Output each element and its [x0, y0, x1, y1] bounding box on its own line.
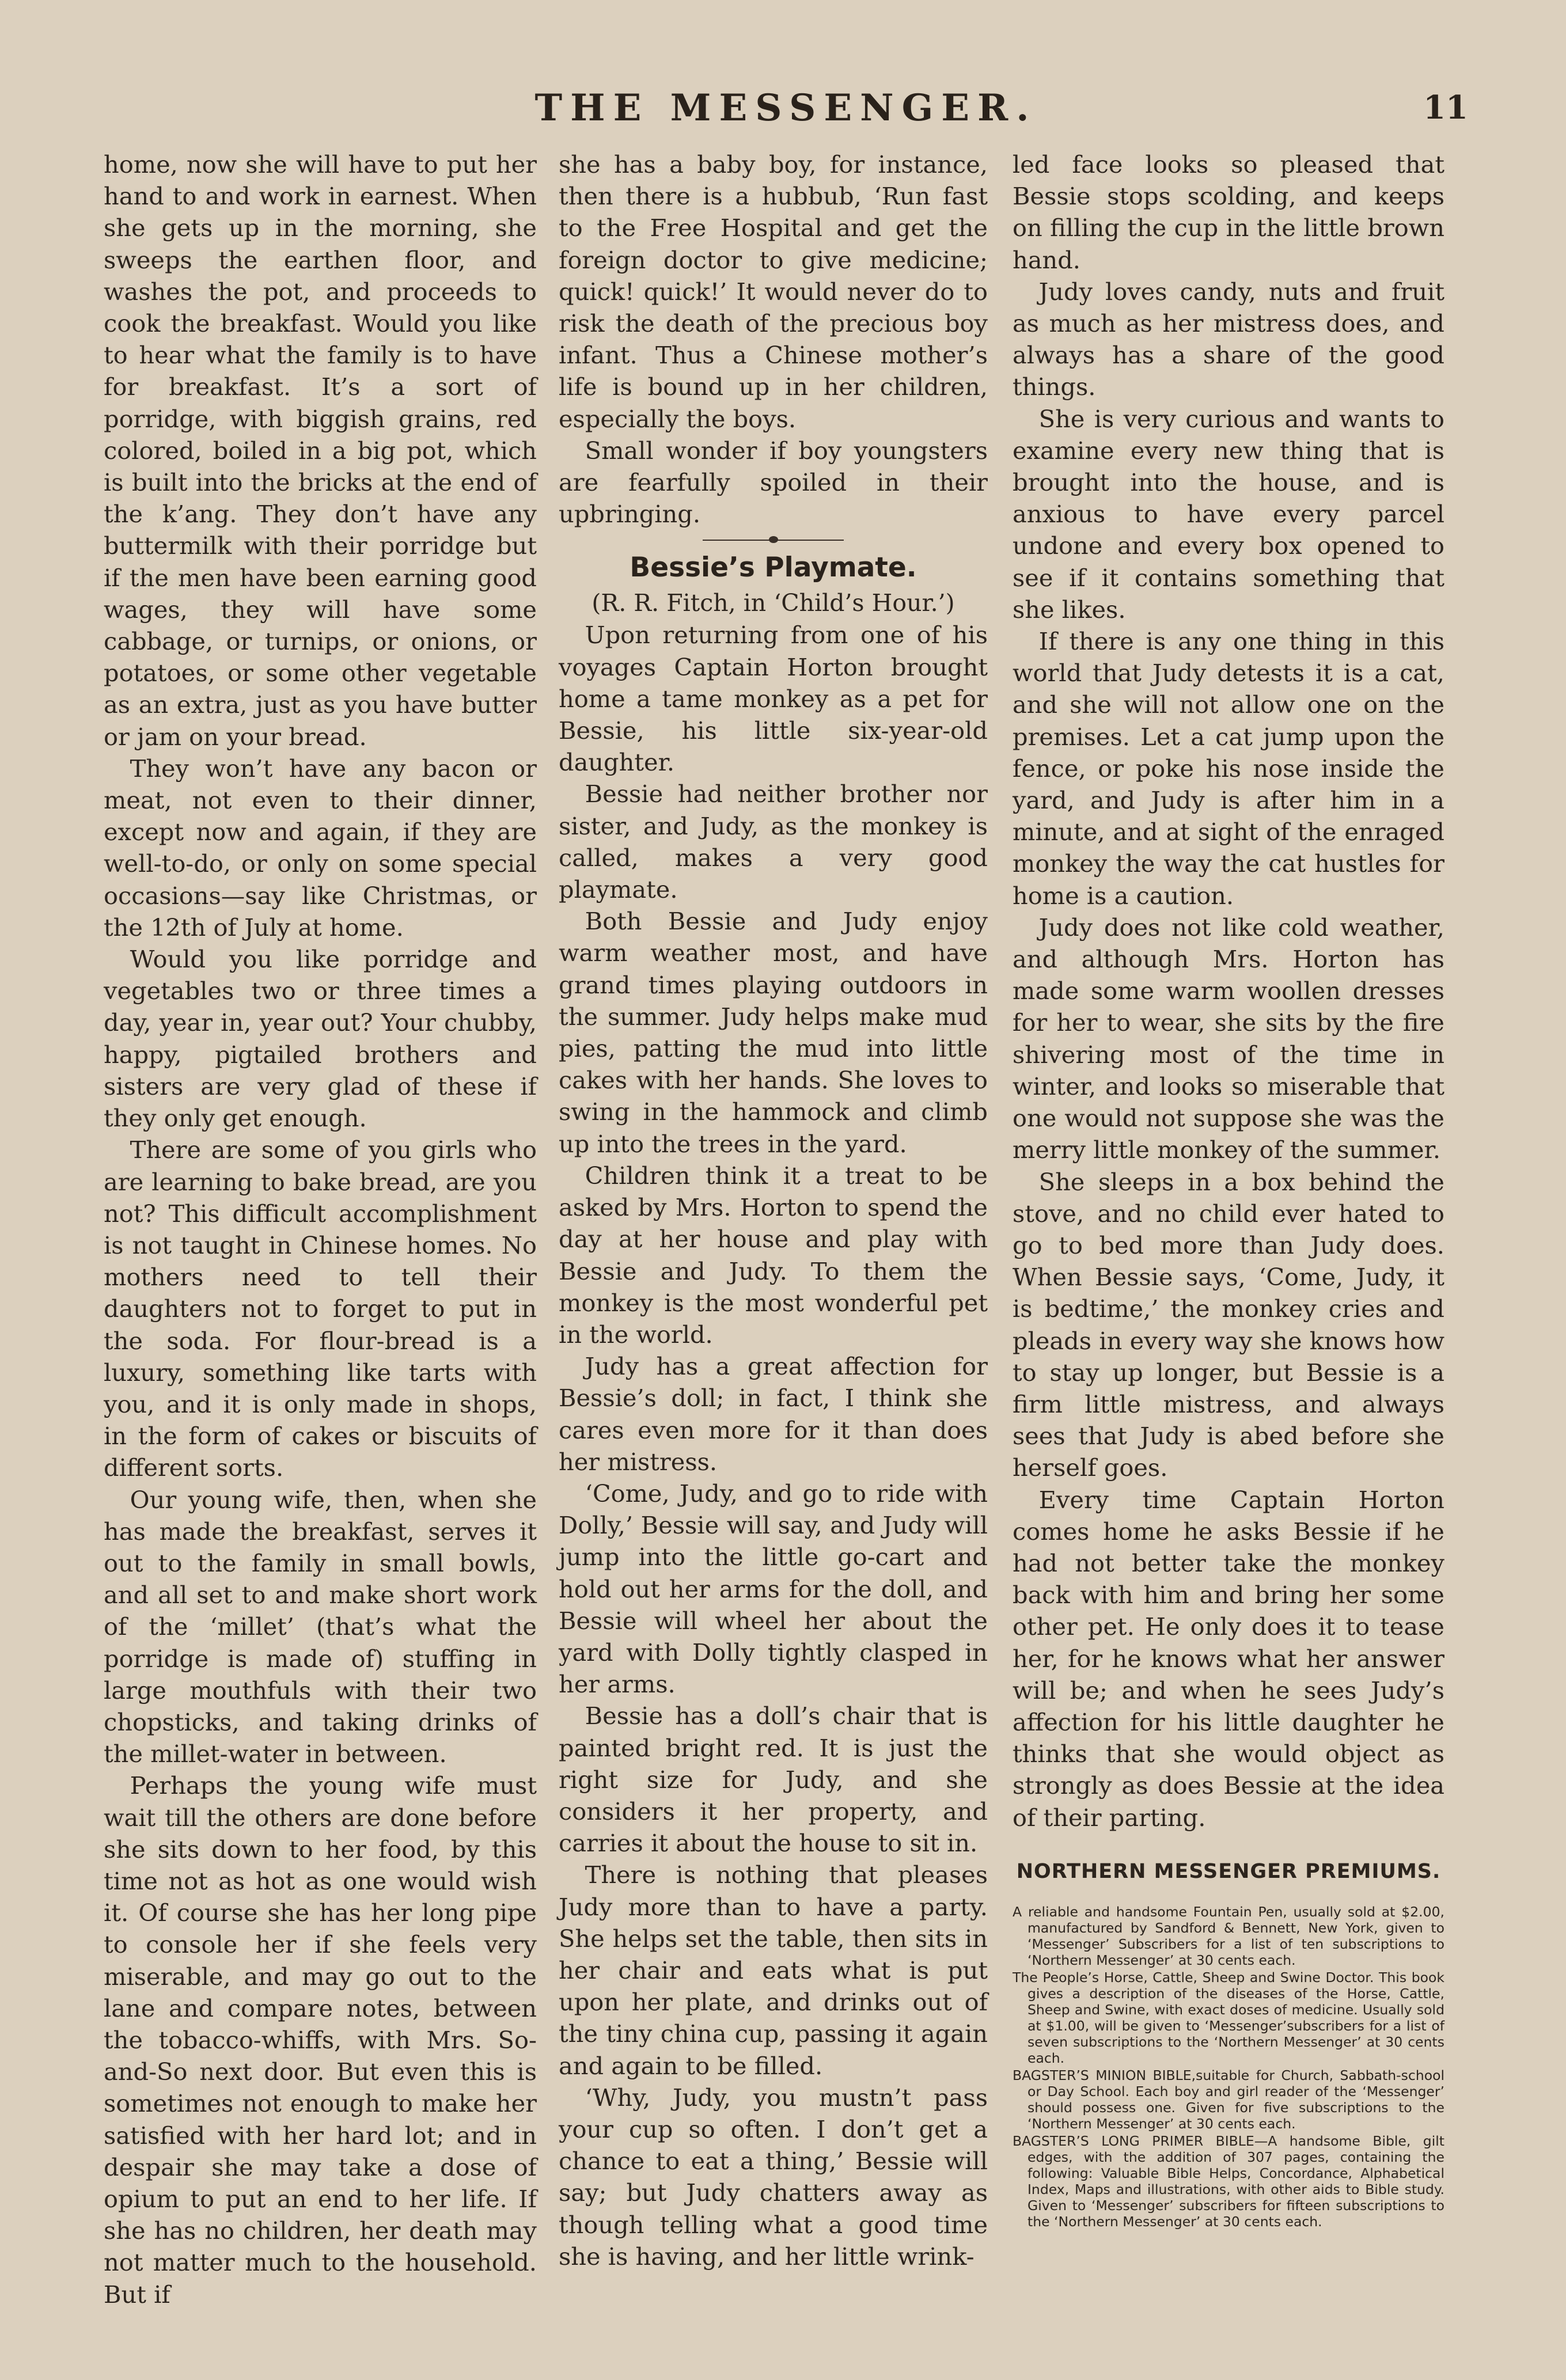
- paragraph: Judy loves candy, nuts and fruit as much as her mistress does, and always has a share of the good things.: [1013, 277, 1444, 401]
- paragraph: She is very curious and wants to examine every new thing that is brought into the house, and is anxious to have every parcel undone and every box opened to see if it contains something that she likes.: [1013, 404, 1444, 624]
- column-1: [104, 149, 537, 2310]
- paragraph: Perhaps the young wife must wait till the others are done before she sits down to her food, by this time not as hot as one would wish it. Of course she has her long pipe to console her if she feels very miserable, and may go out to the lane and compare notes, between the tobacco-whiffs, with Mrs. So-and-So next door. But even this is sometimes not enough to make her satisfied with her hard lot; and in despair she may take a dose of opium to put an end to her life. If she has no children, her death may not matter much to the household. But if: [104, 1771, 537, 2309]
- paragraph: There are some of you girls who are learning to bake bread, are you not? This difficult accomplishment is not taught in Chinese homes. No mothers need to tell their daughters not to forget to put in the soda. For flour-bread is a luxury, something like tarts with you, and it is only made in shops, in the form of cakes or biscuits of different sorts.: [104, 1136, 537, 1482]
- paragraph: led face looks so pleased that Bessie stops scolding, and keeps on filling the cup in the little brown hand.: [1013, 150, 1444, 274]
- paragraph: Would you like porridge and vegetables two or three times a day, year in, year out? Your chubby, happy, pigtailed brothers and sisters are very glad of these if they only get enough.: [104, 945, 537, 1133]
- story-title: Bessie’s Playmate.: [630, 552, 917, 584]
- paragraph: They won’t have any bacon or meat, not even to their dinner, except now and again, if they are well-to-do, or only on some special occasions—say like Christmas, or the 12th of July at home.: [104, 754, 537, 942]
- paragraph: home, now she will have to put her hand to and work in earnest. When she gets up in the morning, she sweeps the earthen floor, and washes the pot, and proceeds to cook the breakfast. Would you like to hear what the family is to have for breakfast. It’s a sort of porridge, with biggish grains, red colored, boiled in a big pot, which is built into the bricks at the end of the k’ang. They don’t have any buttermilk with their porridge but if the men have been earning good wages, they will have some cabbage, or turnips, or onions, or potatoes, or some other vegetable as an extra, just as you have butter or jam on your bread.: [104, 150, 537, 751]
- section-divider: [559, 533, 988, 547]
- page-header: [104, 86, 1468, 132]
- page-number: 11: [1423, 89, 1468, 127]
- paragraph: Both Bessie and Judy enjoy warm weather most, and have grand times playing outdoors in the summer. Judy helps make mud pies, patting the mud into little cakes with her hands. She loves to swing in the hammock and climb up into the trees in the yard.: [559, 907, 988, 1158]
- column-2: [559, 149, 988, 2272]
- paragraph: Upon returning from one of his voyages Captain Horton brought home a tame monkey as a pet for Bessie, his little six-year-old daughter.: [559, 621, 988, 777]
- paragraph: There is nothing that pleases Judy more than to have a party. She helps set the table, then sits in her chair and eats what is put upon her plate, and drinks out of the tiny china cup, passing it again and again to be filled.: [559, 1861, 988, 2080]
- paragraph: Our young wife, then, when she has made the breakfast, serves it out to the family in small bowls, and all set to and make short work of the ‘millet’ (that’s what the porridge is made of) stuffing in large mouthfuls with their two chopsticks, and taking drinks of the millet-water in between.: [104, 1485, 537, 1768]
- paragraph: Judy has a great affection for Bessie’s doll; in fact, I think she cares even more for it than does her mistress.: [559, 1352, 988, 1476]
- story-byline: (R. R. Fitch, in ‘Child’s Hour.’): [591, 589, 955, 617]
- paragraph: ‘Come, Judy, and go to ride with Dolly,’ Bessie will say, and Judy will jump into the little go-cart and hold out her arms for the doll, and Bessie will wheel her about the yard with Dolly tightly clasped in her arms.: [559, 1479, 988, 1699]
- paragraph: Judy does not like cold weather, and although Mrs. Horton has made some warm woollen dresses for her to wear, she sits by the fire shivering most of the time in winter, and looks so miserable that one would not suppose she was the merry little monkey of the summer.: [1013, 913, 1444, 1164]
- paragraph: If there is any one thing in this world that Judy detests it is a cat, and she will not allow one on the premises. Let a cat jump upon the fence, or poke his nose inside the yard, and Judy is after him in a minute, and at sight of the enraged monkey the way the cat hustles for home is a caution.: [1013, 627, 1444, 910]
- premium-item: BAGSTER’S MINION BIBLE,suitable for Church, Sabbath-school or Day School. Each boy and girl reader of the ‘Messenger’ should possess one. Given for five subscriptions to the ‘Northern Messenger’ at 30 cents each.: [1013, 2067, 1444, 2132]
- column-3: [1013, 149, 1444, 2231]
- paragraph: Every time Captain Horton comes home he asks Bessie if he had not better take the monkey back with him and bring her some other pet. He only does it to tease her, for he knows what her answer will be; and when he sees Judy’s affection for his little daughter he thinks that she would object as strongly as does Bessie at the idea of their parting.: [1013, 1485, 1444, 1832]
- premium-item: A reliable and handsome Fountain Pen, usually sold at $2.00, manufactured by Sandford & Bennett, New York, given to ‘Messenger’ Subscribers for a list of ten subscriptions to ‘Northern Messenger’ at 30 cents each.: [1013, 1903, 1444, 1968]
- masthead-title: THE MESSENGER.: [534, 86, 1037, 130]
- paragraph: Children think it a treat to be asked by Mrs. Horton to spend the day at her house and play with Bessie and Judy. To them the monkey is the most wonderful pet in the world.: [559, 1161, 988, 1349]
- paragraph: Bessie had neither brother nor sister, and Judy, as the monkey is called, makes a very good playmate.: [559, 780, 988, 904]
- premiums-list: [1013, 1904, 1444, 2230]
- divider-ornament: [769, 536, 778, 543]
- premium-item: The People’s Horse, Cattle, Sheep and Swine Doctor. This book gives a description of the diseases of the Horse, Cattle, Sheep and Swine, with exact doses of medicine. Usually sold at $1.00, will be given to ‘Messenger’subscribers for a list of seven subscriptions to the ‘Northern Messenger’ at 30 cents each.: [1013, 1969, 1444, 2066]
- paragraph: She sleeps in a box behind the stove, and no child ever hated to go to bed more than Judy does. When Bessie says, ‘Come, Judy, it is bedtime,’ the monkey cries and pleads in every way she knows how to stay up longer, but Bessie is a firm little mistress, and always sees that Judy is abed before she herself goes.: [1013, 1167, 1444, 1482]
- premium-item: BAGSTER’S LONG PRIMER BIBLE—A handsome Bible, gilt edges, with the addition of 307 pages, containing the following: Valuable Bible Helps, Concordance, Alphabetical Index, Maps and illustrations, with other aids to Bible study. Given to ‘Messenger’ subscribers for fifteen subscriptions to the ‘Northern Messenger’ at 30 cents each.: [1013, 2132, 1444, 2230]
- paragraph: ‘Why, Judy, you mustn’t pass your cup so often. I don’t get a chance to eat a thing,’ Bessie will say; but Judy chatters away as though telling what a good time she is having, and her little wrink-: [559, 2083, 988, 2271]
- paragraph: she has a baby boy, for instance, then there is a hubbub, ‘Run fast to the Free Hospital and get the foreign doctor to give medicine; quick! quick!’ It would never do to risk the death of the precious boy infant. Thus a Chinese mother’s life is bound up in her children, especially the boys.: [559, 150, 988, 433]
- premiums-heading: NORTHERN MESSENGER PREMIUMS.: [1016, 1859, 1441, 1883]
- paragraph: Bessie has a doll’s chair that is painted bright red. It is just the right size for Judy, and she considers it her property, and carries it about the house to sit in.: [559, 1702, 988, 1858]
- paragraph: Small wonder if boy youngsters are fearfully spoiled in their upbringing.: [559, 436, 988, 529]
